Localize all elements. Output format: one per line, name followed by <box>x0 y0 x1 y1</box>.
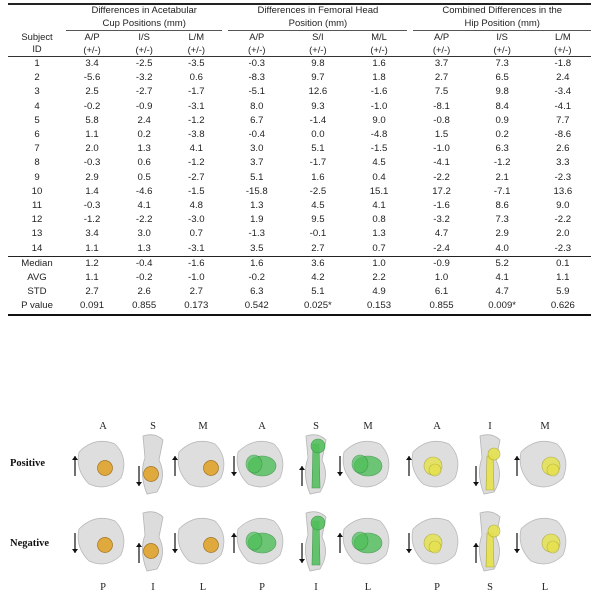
value-cell: 0.5 <box>137 171 151 183</box>
value-cell: 9.5 <box>311 214 325 226</box>
value-cell: -0.9 <box>413 256 469 271</box>
value-cell: 7.7 <box>556 114 570 126</box>
table-row <box>8 71 591 85</box>
value-cell: 1.1 <box>556 272 570 284</box>
table-row <box>8 57 591 72</box>
subject-id-cell: 7 <box>34 143 40 155</box>
value-cell: 1.0 <box>434 272 449 284</box>
value-cell: 2.9 <box>85 171 99 183</box>
model-panel <box>172 518 224 564</box>
value-cell: -0.2 <box>135 272 153 284</box>
value-cell: 0.173 <box>170 299 222 314</box>
value-cell: 5.1 <box>250 171 264 183</box>
direction-letter-bottom: S <box>487 582 493 593</box>
value-cell: 2.7 <box>311 242 325 254</box>
subject-header-line2: ID <box>32 43 42 55</box>
value-cell: 1.8 <box>372 72 386 84</box>
group-header-femoral-line2: Position (mm) <box>288 18 348 29</box>
value-cell: 1.6 <box>372 58 386 69</box>
value-cell: 0.153 <box>351 299 408 314</box>
value-cell: 4.1 <box>495 272 509 284</box>
value-cell: -0.2 <box>83 100 101 112</box>
value-cell: -2.5 <box>309 185 327 197</box>
column-header-sign: (+/-) <box>554 43 572 55</box>
value-cell: -0.4 <box>248 129 266 141</box>
column-header <box>285 31 351 57</box>
value-cell: -3.1 <box>188 242 205 254</box>
value-cell: -8.3 <box>248 72 266 84</box>
column-header-axis: S/I <box>312 31 324 42</box>
table-row <box>8 156 591 170</box>
value-cell: 3.7 <box>434 58 449 69</box>
value-cell: 1.5 <box>434 129 449 141</box>
value-cell: 0.009* <box>470 299 535 314</box>
value-cell: -1.7 <box>309 157 327 169</box>
statistic-label-cell: STD <box>27 286 47 298</box>
table-row <box>8 171 591 185</box>
column-header-axis: M/L <box>371 31 387 42</box>
value-cell: 1.0 <box>351 256 408 271</box>
value-cell: 2.0 <box>556 228 570 240</box>
subject-id-cell: 4 <box>34 100 40 112</box>
column-header <box>470 31 535 57</box>
value-cell: -1.0 <box>433 143 450 155</box>
direction-letter-bottom: I <box>314 582 318 593</box>
value-cell: -3.5 <box>188 58 205 69</box>
column-header-axis: I/S <box>138 31 150 42</box>
value-cell: 2.7 <box>189 286 203 298</box>
value-cell: -4.1 <box>554 100 572 112</box>
hip-position-figure <box>0 418 600 596</box>
value-cell: -7.1 <box>493 185 511 197</box>
table-body <box>8 57 591 257</box>
statistic-label-cell: AVG <box>27 272 47 284</box>
value-cell: 0.6 <box>189 72 203 84</box>
column-header-sign: (+/-) <box>493 43 511 55</box>
value-cell: 2.9 <box>495 228 509 240</box>
value-cell: -0.8 <box>433 114 450 126</box>
column-header-axis: A/P <box>84 31 100 42</box>
direction-letter-bottom: L <box>199 582 207 593</box>
value-cell: 6.3 <box>495 143 509 155</box>
value-cell: -2.7 <box>188 171 205 183</box>
column-header-sign: (+/-) <box>309 43 327 55</box>
value-cell: -3.8 <box>188 129 205 141</box>
value-cell: -2.4 <box>433 242 450 254</box>
table-row <box>8 227 591 241</box>
value-cell: -3.0 <box>188 214 205 226</box>
value-cell: -0.9 <box>135 100 153 112</box>
model-panel <box>231 518 283 564</box>
model-panel <box>337 518 389 564</box>
value-cell: -0.1 <box>309 228 327 240</box>
value-cell: -1.6 <box>370 86 388 98</box>
value-cell: 5.1 <box>311 143 325 155</box>
column-header-sign: (+/-) <box>83 43 101 55</box>
value-cell: 0.6 <box>137 157 151 169</box>
value-cell: -15.8 <box>245 185 268 197</box>
direction-letter-top: A <box>433 421 441 432</box>
value-cell: -2.2 <box>554 214 572 226</box>
value-cell: -1.6 <box>170 256 222 271</box>
model-panel <box>231 441 283 487</box>
value-cell: -1.0 <box>370 100 388 112</box>
value-cell: 3.4 <box>85 228 99 240</box>
column-header-axis: A/P <box>433 31 450 42</box>
value-cell: 5.2 <box>470 256 535 271</box>
value-cell: 9.0 <box>556 200 570 212</box>
value-cell: 4.2 <box>311 272 325 284</box>
subject-header <box>8 31 66 57</box>
table-row <box>8 100 591 114</box>
column-header-axis: L/M <box>188 31 205 42</box>
group-header-combined-line2: Hip Position (mm) <box>464 18 540 29</box>
direction-letter-top: A <box>99 421 107 432</box>
value-cell: 2.5 <box>85 86 99 98</box>
value-cell: 2.2 <box>372 272 386 284</box>
model-panel <box>72 518 124 564</box>
value-cell: 0.7 <box>372 242 386 254</box>
model-panel <box>406 441 458 487</box>
value-cell: -2.2 <box>135 214 153 226</box>
value-cell: 0.8 <box>372 214 386 226</box>
value-cell: 2.4 <box>556 72 570 84</box>
value-cell: 2.7 <box>85 286 99 298</box>
direction-letter-bottom: P <box>100 582 106 593</box>
column-header-sign: (+/-) <box>248 43 266 55</box>
value-cell: 7.3 <box>495 214 509 226</box>
value-cell: 0.2 <box>137 129 151 141</box>
value-cell: -1.2 <box>493 157 511 169</box>
value-cell: 0.4 <box>372 171 386 183</box>
value-cell: -3.4 <box>554 86 572 98</box>
value-cell: 3.0 <box>250 143 264 155</box>
direction-letter-bottom: P <box>434 582 440 593</box>
value-cell: -1.5 <box>188 185 205 197</box>
value-cell: -1.3 <box>248 228 266 240</box>
column-header-axis: A/P <box>249 31 265 42</box>
summary-row <box>8 285 591 299</box>
value-cell: 4.5 <box>311 200 325 212</box>
direction-letter-top: M <box>540 421 550 432</box>
direction-letter-top: A <box>258 421 266 432</box>
column-header <box>535 31 591 57</box>
table-row <box>8 242 591 257</box>
value-cell: 4.1 <box>372 200 386 212</box>
value-cell: 1.6 <box>228 256 285 271</box>
value-cell: 15.1 <box>369 185 389 197</box>
value-cell: 0.626 <box>535 299 591 314</box>
value-cell: 0.2 <box>495 129 509 141</box>
direction-letter-bottom: L <box>541 582 549 593</box>
results-table <box>8 4 591 316</box>
table-row <box>8 213 591 227</box>
column-header-sign: (+/-) <box>432 43 451 55</box>
value-cell: 9.8 <box>311 58 325 69</box>
value-cell: 1.6 <box>311 171 325 183</box>
value-cell: 6.5 <box>495 72 509 84</box>
table-summary <box>8 256 591 314</box>
value-cell: -3.1 <box>188 100 205 112</box>
column-header <box>66 31 118 57</box>
subject-id-cell: 12 <box>31 214 43 226</box>
value-cell: 2.4 <box>137 114 151 126</box>
subject-header-line1: Subject <box>21 30 53 42</box>
statistic-label-cell: Median <box>8 256 66 271</box>
value-cell: 1.1 <box>85 242 99 254</box>
table-row <box>8 199 591 213</box>
value-cell: 4.5 <box>372 157 386 169</box>
subject-id-cell: 14 <box>31 242 43 254</box>
model-panel <box>299 435 326 494</box>
value-cell: 0.542 <box>228 299 285 314</box>
value-cell: 4.7 <box>434 228 449 240</box>
subject-id-cell: 1 <box>34 58 40 69</box>
value-cell: 0.025* <box>285 299 351 314</box>
value-cell: 0.0 <box>311 129 325 141</box>
value-cell: 2.6 <box>137 286 151 298</box>
group-header-combined-line1: Combined Differences in the <box>442 5 563 16</box>
value-cell: -1.7 <box>188 86 205 98</box>
value-cell: 5.9 <box>556 286 570 298</box>
value-cell: 7.3 <box>495 58 509 69</box>
column-header-sign: (+/-) <box>135 43 153 55</box>
value-cell: -0.2 <box>248 272 266 284</box>
value-cell: 5.1 <box>311 286 325 298</box>
row-label-negative: Negative <box>10 538 50 549</box>
bottom-direction-letters <box>100 582 548 593</box>
value-cell: 1.3 <box>372 228 386 240</box>
direction-letter-top: S <box>150 421 156 432</box>
value-cell: 4.8 <box>189 200 203 212</box>
value-cell: 1.2 <box>66 256 118 271</box>
group-header-cup-line1: Differences in Acetabular <box>91 5 197 16</box>
column-header-axis: L/M <box>555 31 571 42</box>
value-cell: 8.4 <box>495 100 509 112</box>
model-panel <box>514 441 566 487</box>
value-cell: -5.1 <box>248 86 266 98</box>
statistic-label-cell: P value <box>8 299 66 314</box>
table-row <box>8 114 591 128</box>
value-cell: 7.5 <box>434 86 449 98</box>
value-cell: 9.7 <box>311 72 325 84</box>
value-cell: -1.6 <box>433 200 450 212</box>
column-header <box>228 31 285 57</box>
direction-letter-bottom: L <box>364 582 372 593</box>
table-row <box>8 128 591 142</box>
value-cell: 6.1 <box>434 286 449 298</box>
value-cell: 2.1 <box>495 171 509 183</box>
value-cell: 4.0 <box>495 242 509 254</box>
value-cell: 1.4 <box>85 185 99 197</box>
subject-id-cell: 13 <box>31 228 43 240</box>
row-label-positive: Positive <box>10 458 45 469</box>
value-cell: 1.1 <box>85 272 99 284</box>
value-cell: 1.3 <box>250 200 264 212</box>
model-panel <box>514 518 566 564</box>
value-cell: 12.6 <box>308 86 328 98</box>
model-panel <box>136 435 163 494</box>
value-cell: 1.1 <box>85 129 99 141</box>
model-panel <box>172 441 224 487</box>
column-header-row <box>8 31 591 57</box>
value-cell: -8.6 <box>554 129 572 141</box>
column-header-sign: (+/-) <box>370 43 388 55</box>
value-cell: -2.5 <box>135 58 153 69</box>
value-cell: -1.8 <box>554 58 572 69</box>
value-cell: -5.6 <box>83 72 101 84</box>
model-panel <box>72 441 124 487</box>
direction-letter-top: S <box>313 421 319 432</box>
value-cell: 3.7 <box>250 157 264 169</box>
value-cell: 1.3 <box>137 242 151 254</box>
column-header-sign: (+/-) <box>187 43 206 55</box>
subject-id-cell: 3 <box>34 86 40 98</box>
value-cell: 3.5 <box>250 242 264 254</box>
value-cell: 2.6 <box>556 143 570 155</box>
column-header-axis: I/S <box>496 31 508 42</box>
value-cell: -4.1 <box>433 157 450 169</box>
value-cell: 3.4 <box>85 58 99 69</box>
group-header-femoral-line1: Differences in Femoral Head <box>257 5 379 16</box>
direction-letter-bottom: P <box>259 582 265 593</box>
table-row <box>8 185 591 199</box>
value-cell: -1.2 <box>83 214 101 226</box>
value-cell: 6.3 <box>250 286 264 298</box>
value-cell: 13.6 <box>553 185 573 197</box>
value-cell: 1.9 <box>250 214 264 226</box>
value-cell: 0.855 <box>118 299 170 314</box>
column-header <box>351 31 408 57</box>
model-panel <box>337 441 389 487</box>
value-cell: -8.1 <box>433 100 450 112</box>
value-cell: 0.091 <box>66 299 118 314</box>
model-panel <box>406 518 458 564</box>
value-cell: -0.4 <box>118 256 170 271</box>
subject-id-cell: 9 <box>34 171 40 183</box>
model-panel <box>299 512 326 571</box>
column-header <box>170 31 222 57</box>
summary-row <box>8 299 591 314</box>
value-cell: 8.6 <box>495 200 509 212</box>
value-cell: 2.7 <box>434 72 449 84</box>
model-panel <box>136 512 163 571</box>
value-cell: 8.0 <box>250 100 264 112</box>
value-cell: 9.3 <box>311 100 325 112</box>
subject-id-cell: 10 <box>31 185 43 197</box>
subject-id-cell: 11 <box>32 200 42 212</box>
direction-letter-bottom: I <box>151 582 155 593</box>
table-row <box>8 85 591 99</box>
summary-row <box>8 256 591 271</box>
value-cell: -0.3 <box>248 58 266 69</box>
value-cell: 4.9 <box>372 286 386 298</box>
group-header-cup <box>66 4 222 31</box>
blank-cell <box>8 4 66 31</box>
subject-id-cell: 2 <box>34 72 40 84</box>
model-panel <box>473 435 500 494</box>
value-cell: 0.1 <box>535 256 591 271</box>
value-cell: -1.5 <box>370 143 388 155</box>
value-cell: 1.3 <box>137 143 151 155</box>
value-cell: -2.7 <box>135 86 153 98</box>
group-header-row <box>8 4 591 31</box>
model-panels <box>72 435 566 571</box>
value-cell: -4.6 <box>135 185 153 197</box>
direction-letter-top: M <box>363 421 373 432</box>
table-row <box>8 142 591 156</box>
value-cell: 0.855 <box>413 299 469 314</box>
value-cell: 5.8 <box>85 114 99 126</box>
value-cell: 3.3 <box>556 157 570 169</box>
value-cell: -3.2 <box>433 214 450 226</box>
value-cell: 0.9 <box>495 114 509 126</box>
model-panel <box>473 512 500 571</box>
value-cell: -4.8 <box>370 129 388 141</box>
value-cell: 4.1 <box>189 143 203 155</box>
value-cell: -0.3 <box>83 200 101 212</box>
subject-id-cell: 8 <box>34 157 40 169</box>
value-cell: 6.7 <box>250 114 264 126</box>
value-cell: 9.8 <box>495 86 509 98</box>
value-cell: 2.0 <box>85 143 99 155</box>
subject-id-cell: 6 <box>34 129 40 141</box>
direction-letter-top: I <box>488 421 492 432</box>
value-cell: -0.3 <box>83 157 101 169</box>
value-cell: 4.7 <box>495 286 509 298</box>
value-cell: 17.2 <box>432 185 451 197</box>
value-cell: -2.2 <box>433 171 450 183</box>
value-cell: -1.2 <box>188 157 205 169</box>
value-cell: 9.0 <box>372 114 386 126</box>
value-cell: 0.7 <box>189 228 203 240</box>
column-header <box>118 31 170 57</box>
group-header-femoral <box>228 4 407 31</box>
group-header-cup-line2: Cup Positions (mm) <box>102 18 186 29</box>
top-direction-letters <box>99 421 550 432</box>
summary-row <box>8 271 591 285</box>
value-cell: 3.0 <box>137 228 151 240</box>
column-header <box>413 31 469 57</box>
direction-letter-top: M <box>198 421 208 432</box>
value-cell: -1.4 <box>309 114 327 126</box>
value-cell: 4.1 <box>137 200 151 212</box>
value-cell: -3.2 <box>135 72 153 84</box>
subject-id-cell: 5 <box>34 114 40 126</box>
value-cell: -2.3 <box>554 171 572 183</box>
group-header-combined <box>413 4 591 31</box>
value-cell: 3.6 <box>285 256 351 271</box>
value-cell: -2.3 <box>554 242 572 254</box>
value-cell: -1.2 <box>188 114 205 126</box>
value-cell: -1.0 <box>188 272 205 284</box>
